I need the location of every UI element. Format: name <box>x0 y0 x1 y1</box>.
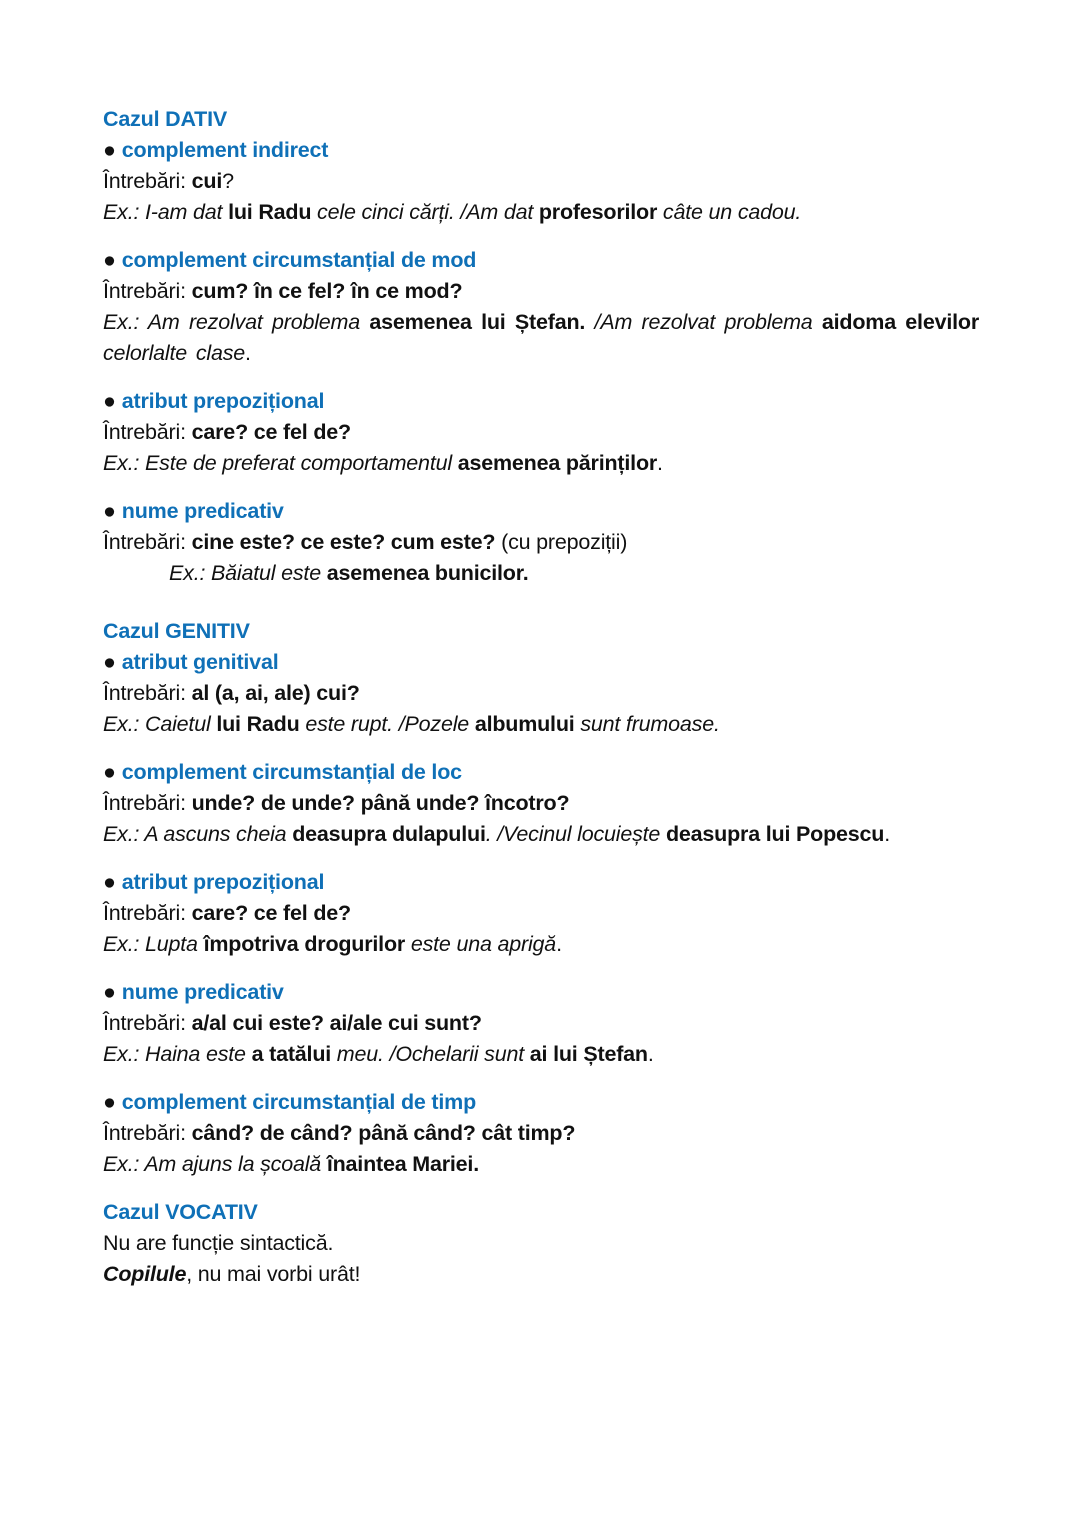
example-line: Ex.: Haina este a tatălui meu. /Ochelarii sunt ai lui Ștefan. <box>103 1042 654 1066</box>
example-fragment: Băiatul este <box>211 561 327 585</box>
example-line: Ex.: Caietul lui Radu este rupt. /Pozele albumului sunt frumoase. <box>103 712 720 736</box>
function-section <box>103 867 979 960</box>
example-line: Ex.: Am ajuns la școală înaintea Mariei. <box>103 1152 479 1176</box>
questions-line: Întrebări: când? de când? până când? cât timp? <box>103 1121 576 1145</box>
vocativ-example: Copilule, nu mai vorbi urât! <box>103 1262 361 1286</box>
example-line: Ex.: A ascuns cheia deasupra dulapului. /Vecinul locuiește deasupra lui Popescu. <box>103 822 890 846</box>
example-fragment: aidoma elevilor <box>821 310 979 334</box>
example-line: Ex.: Lupta împotriva drogurilor este una aprigă. <box>103 932 562 956</box>
example-fragment: Este de preferat comportamentul <box>145 451 458 475</box>
bullet-icon: ● <box>103 1090 116 1114</box>
example-fragment: A ascuns cheia <box>144 822 293 846</box>
function-section <box>103 496 979 589</box>
questions-line: Întrebări: cine este? ce este? cum este? (cu prepoziții) <box>103 530 628 554</box>
example-fragment: . /Vecinul locuiește <box>485 822 666 846</box>
example-fragment: I-am dat <box>145 200 229 224</box>
function-title: atribut prepozițional <box>121 870 325 894</box>
example-fragment: . <box>647 1042 654 1066</box>
case-dativ <box>103 104 979 589</box>
function-section <box>103 757 979 850</box>
example-line: Ex.: Am rezolvat problema asemenea lui Ștefan. /Am rezolvat problema aidoma elevilor celorlalte clase. <box>103 310 979 365</box>
function-title: complement circumstanțial de loc <box>121 760 462 784</box>
example-line: Ex.: Băiatul este asemenea bunicilor. <box>169 561 529 585</box>
example-fragment: Haina este <box>145 1042 252 1066</box>
case-title: Cazul VOCATIV <box>103 1200 258 1224</box>
example-fragment: a tatălui <box>251 1042 332 1066</box>
example-line: Ex.: Este de preferat comportamentul asemenea părinților. <box>103 451 663 475</box>
example-fragment: asemenea lui Ștefan. <box>369 310 586 334</box>
example-fragment: profesorilor <box>538 200 658 224</box>
bullet-icon: ● <box>103 389 116 413</box>
example-fragment: . <box>245 341 251 365</box>
function-title: atribut prepozițional <box>121 389 325 413</box>
example-fragment: celorlalte clase <box>103 341 246 365</box>
example-fragment: cele cinci cărți. /Am dat <box>311 200 539 224</box>
example-fragment: lui Radu <box>228 200 312 224</box>
questions-line: Întrebări: cum? în ce fel? în ce mod? <box>103 279 463 303</box>
bullet-icon: ● <box>103 870 116 894</box>
bullet-icon: ● <box>103 248 116 272</box>
vocativ-note: Nu are funcție sintactică. <box>103 1231 334 1255</box>
example-fragment: este rupt. /Pozele <box>299 712 475 736</box>
questions-line: Întrebări: care? ce fel de? <box>103 901 351 925</box>
example-fragment: deasupra lui Popescu <box>665 822 885 846</box>
case-title: Cazul DATIV <box>103 107 228 131</box>
bullet-icon: ● <box>103 650 116 674</box>
example-fragment: . <box>556 932 562 956</box>
example-fragment: ai lui Ștefan <box>529 1042 648 1066</box>
questions-line: Întrebări: a/al cui este? ai/ale cui sunt? <box>103 1011 482 1035</box>
example-fragment: înaintea Mariei. <box>326 1152 479 1176</box>
questions-line: Întrebări: unde? de unde? până unde? încotro? <box>103 791 570 815</box>
example-fragment: Lupta <box>145 932 204 956</box>
example-fragment: lui Radu <box>216 712 300 736</box>
function-section <box>103 647 979 740</box>
function-section <box>103 135 979 228</box>
example-fragment: sunt frumoase. <box>574 712 720 736</box>
bullet-icon: ● <box>103 499 116 523</box>
questions-line: Întrebări: care? ce fel de? <box>103 420 351 444</box>
case-genitiv <box>103 616 979 1180</box>
example-line: Ex.: I-am dat lui Radu cele cinci cărți. /Am dat profesorilor câte un cadou. <box>103 200 802 224</box>
example-fragment: Am rezolvat problema <box>147 310 370 334</box>
example-fragment: deasupra dulapului <box>292 822 486 846</box>
function-title: atribut genitival <box>121 650 279 674</box>
function-title: complement indirect <box>121 138 329 162</box>
questions-line: Întrebări: cui? <box>103 169 234 193</box>
function-title: complement circumstanțial de timp <box>121 1090 477 1114</box>
example-fragment: Caietul <box>145 712 217 736</box>
function-title: nume predicativ <box>121 980 284 1004</box>
function-section <box>103 245 979 369</box>
function-title: complement circumstanțial de mod <box>121 248 477 272</box>
example-fragment: /Am rezolvat problema <box>585 310 822 334</box>
function-section <box>103 386 979 479</box>
example-fragment: este una aprigă <box>405 932 557 956</box>
bullet-icon: ● <box>103 138 116 162</box>
case-vocativ <box>103 1197 979 1290</box>
example-fragment: asemenea părinților <box>457 451 658 475</box>
example-fragment: asemenea bunicilor. <box>326 561 529 585</box>
example-fragment: câte un cadou. <box>657 200 802 224</box>
example-fragment: . <box>657 451 663 475</box>
questions-line: Întrebări: al (a, ai, ale) cui? <box>103 681 360 705</box>
example-fragment: Am ajuns la școală <box>144 1152 327 1176</box>
bullet-icon: ● <box>103 760 116 784</box>
bullet-icon: ● <box>103 980 116 1004</box>
function-section <box>103 1087 979 1180</box>
example-fragment: albumului <box>474 712 575 736</box>
example-fragment: împotriva drogurilor <box>203 932 406 956</box>
case-title: Cazul GENITIV <box>103 619 250 643</box>
example-fragment: . <box>884 822 890 846</box>
function-section <box>103 977 979 1070</box>
function-title: nume predicativ <box>121 499 284 523</box>
example-fragment: meu. /Ochelarii sunt <box>331 1042 530 1066</box>
document-page <box>103 104 979 1290</box>
